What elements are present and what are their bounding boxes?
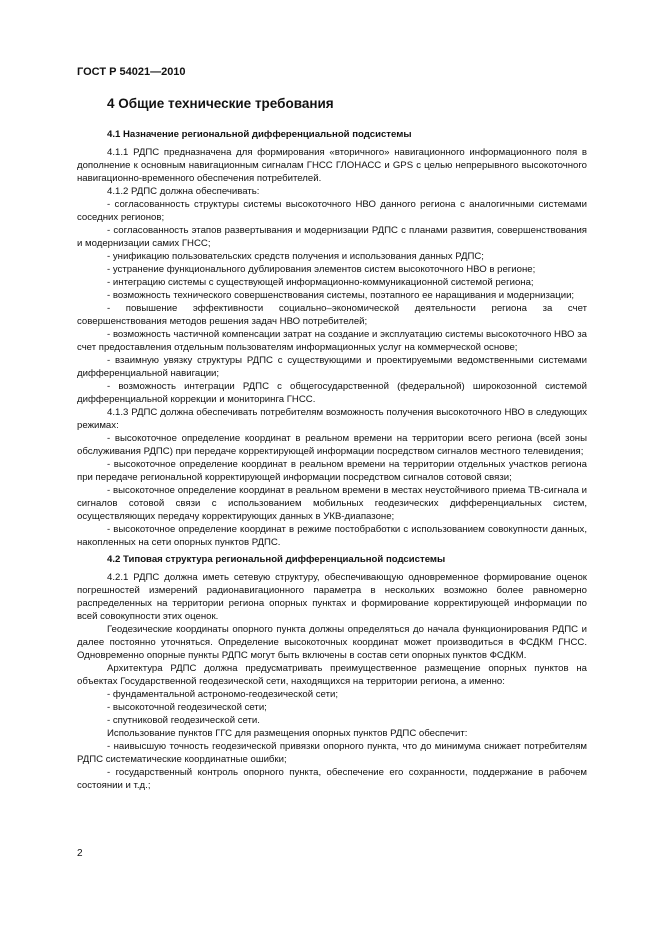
list-item: - взаимную увязку структуры РДПС с существующими и проектируемыми ведомственными системами дифференциальной навигации; (77, 355, 587, 379)
list-item: - высокоточное определение координат в реальном времени в местах неустойчивого приема ТВ-сигнала и сигналов сотовой связи с использованием мобильных геодезических дифференциальных систем, осуществляющих передачу корректирующих данных в УКВ-диапазоне; (77, 485, 587, 522)
paragraph: 4.1.3 РДПС должна обеспечивать потребителям возможность получения высокоточного НВО в следующих режимах: (77, 407, 587, 431)
list-item: - согласованность этапов развертывания и модернизации РДПС с планами развития, совершенствования и модернизации самих ГНСС; (77, 225, 587, 249)
list-item: - фундаментальной астрономо-геодезической сети; (107, 689, 338, 700)
list-item: - интеграцию системы с существующей информационно-коммуникационной системой региона; (107, 277, 534, 288)
list-item: - наивысшую точность геодезической привязки опорного пункта, что до минимума снижает потребителям РДПС систематические координатные ошибки; (77, 741, 587, 765)
list-item: - возможность интеграции РДПС с общегосударственной (федеральной) широкозонной системой дифференциальной коррекции и мониторинга ГНСС. (77, 381, 587, 405)
list-item: - спутниковой геодезической сети. (107, 715, 260, 726)
subsection-title: 4.1 Назначение региональной дифференциальной подсистемы (107, 129, 412, 140)
paragraph: Геодезические координаты опорного пункта должны определяться до начала функционирования РДПС и далее постоянно уточняться. Определение высокоточных координат может производиться в ФСДКМ ГНСС. Одновременно опорные пункты РДПС могут быть включены в состав сети опорных пунктов ФСДКМ. (77, 624, 587, 661)
document-body (77, 126, 587, 792)
list-item: - государственный контроль опорного пункта, обеспечение его сохранности, поддержание в рабочем состоянии и т.д.; (77, 767, 587, 791)
paragraph: 4.1.1 РДПС предназначена для формирования «вторичного» навигационного информационного поля в дополнение к основным навигационным сигналам ГНСС ГЛОНАСС и GPS с целью непрерывного высокоточного навигационно-временного обеспечения потребителей. (77, 147, 587, 184)
section-title: 4 Общие технические требования (107, 96, 334, 111)
paragraph: Архитектура РДПС должна предусматривать преимущественное размещение опорных пунктов на объектах Государственной геодезической сети, находящихся на территории региона, а именно: (77, 663, 587, 687)
document-header: ГОСТ Р 54021—2010 (77, 66, 186, 78)
list-item: - возможность частичной компенсации затрат на создание и эксплуатацию системы высокоточного НВО за счет предоставления отдельным пользователям информационных услуг на коммерческой основе; (77, 329, 587, 353)
list-item: - возможность технического совершенствования системы, поэтапного ее наращивания и модернизации; (107, 290, 575, 301)
page-number: 2 (77, 848, 83, 859)
list-item: - устранение функционального дублирования элементов систем высокоточного НВО в регионе; (107, 264, 536, 275)
subsection-title: 4.2 Типовая структура региональной дифференциальной подсистемы (107, 554, 446, 565)
list-item: - высокоточное определение координат в реальном времени на территории отдельных участков региона при передаче региональной корректирующей информации посредством сигналов сотовой связи; (77, 459, 587, 483)
list-item: - повышение эффективности социально–экономической деятельности региона за счет совершенствования методов решения задач НВО потребителей; (77, 303, 587, 327)
list-item: - высокоточной геодезической сети; (107, 702, 267, 713)
paragraph: 4.2.1 РДПС должна иметь сетевую структуру, обеспечивающую одновременное формирование оценок погрешностей измерений радионавигационного параметра в нескольких возможно более равномерно распределенных на территории региона опорных пунктах и формирование корректирующей информации по всей совокупности этих оценок. (77, 572, 587, 622)
paragraph: Использование пунктов ГГС для размещения опорных пунктов РДПС обеспечит: (107, 728, 468, 739)
list-item: - согласованность структуры системы высокоточного НВО данного региона с аналогичными системами соседних регионов; (77, 199, 587, 223)
paragraph: 4.1.2 РДПС должна обеспечивать: (107, 186, 260, 197)
list-item: - унификацию пользовательских средств получения и использования данных РДПС; (107, 251, 484, 262)
list-item: - высокоточное определение координат в режиме постобработки с использованием совокупности данных, накопленных на сети опорных пунктов РДПС. (77, 524, 587, 548)
list-item: - высокоточное определение координат в реальном времени на территории всего региона (всей зоны обслуживания РДПС) при передаче корректирующей информации посредством сигналов местного телевидения; (77, 433, 587, 457)
